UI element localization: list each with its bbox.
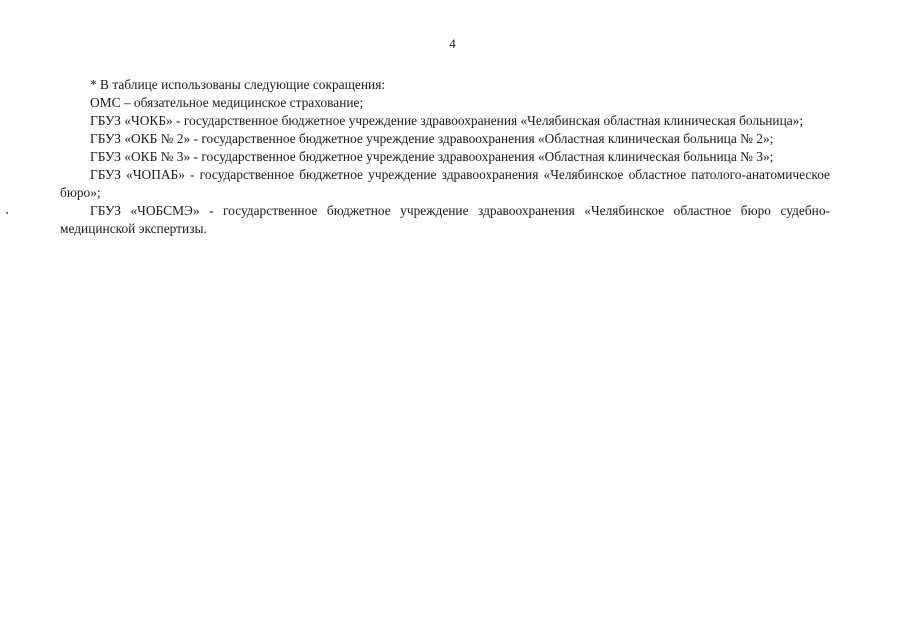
- note-item-chobsme: ГБУЗ «ЧОБСМЭ» - государственное бюджетное учреждение здравоохранения «Челябинское областное бюро судебно-медицинской экспертизы.: [60, 203, 830, 236]
- scan-artifact: [6, 212, 8, 214]
- note-item-chopab: ГБУЗ «ЧОПАБ» - государственное бюджетное учреждение здравоохранения «Челябинское областное патолого-анатомическое бюро»;: [60, 167, 830, 200]
- abbreviations-notes: [60, 76, 830, 238]
- note-item-oms: ОМС – обязательное медицинское страхование;: [90, 95, 364, 110]
- note-item-okb2: ГБУЗ «ОКБ № 2» - государственное бюджетное учреждение здравоохранения «Областная клиническая больница № 2»;: [90, 131, 774, 146]
- note-item-okb3: ГБУЗ «ОКБ № 3» - государственное бюджетное учреждение здравоохранения «Областная клиническая больница № 3»;: [90, 149, 774, 164]
- notes-intro: * В таблице использованы следующие сокращения:: [90, 77, 386, 92]
- page-number: 4: [449, 36, 456, 51]
- note-item-chokb: ГБУЗ «ЧОКБ» - государственное бюджетное учреждение здравоохранения «Челябинская областная клиническая больница»;: [90, 113, 804, 128]
